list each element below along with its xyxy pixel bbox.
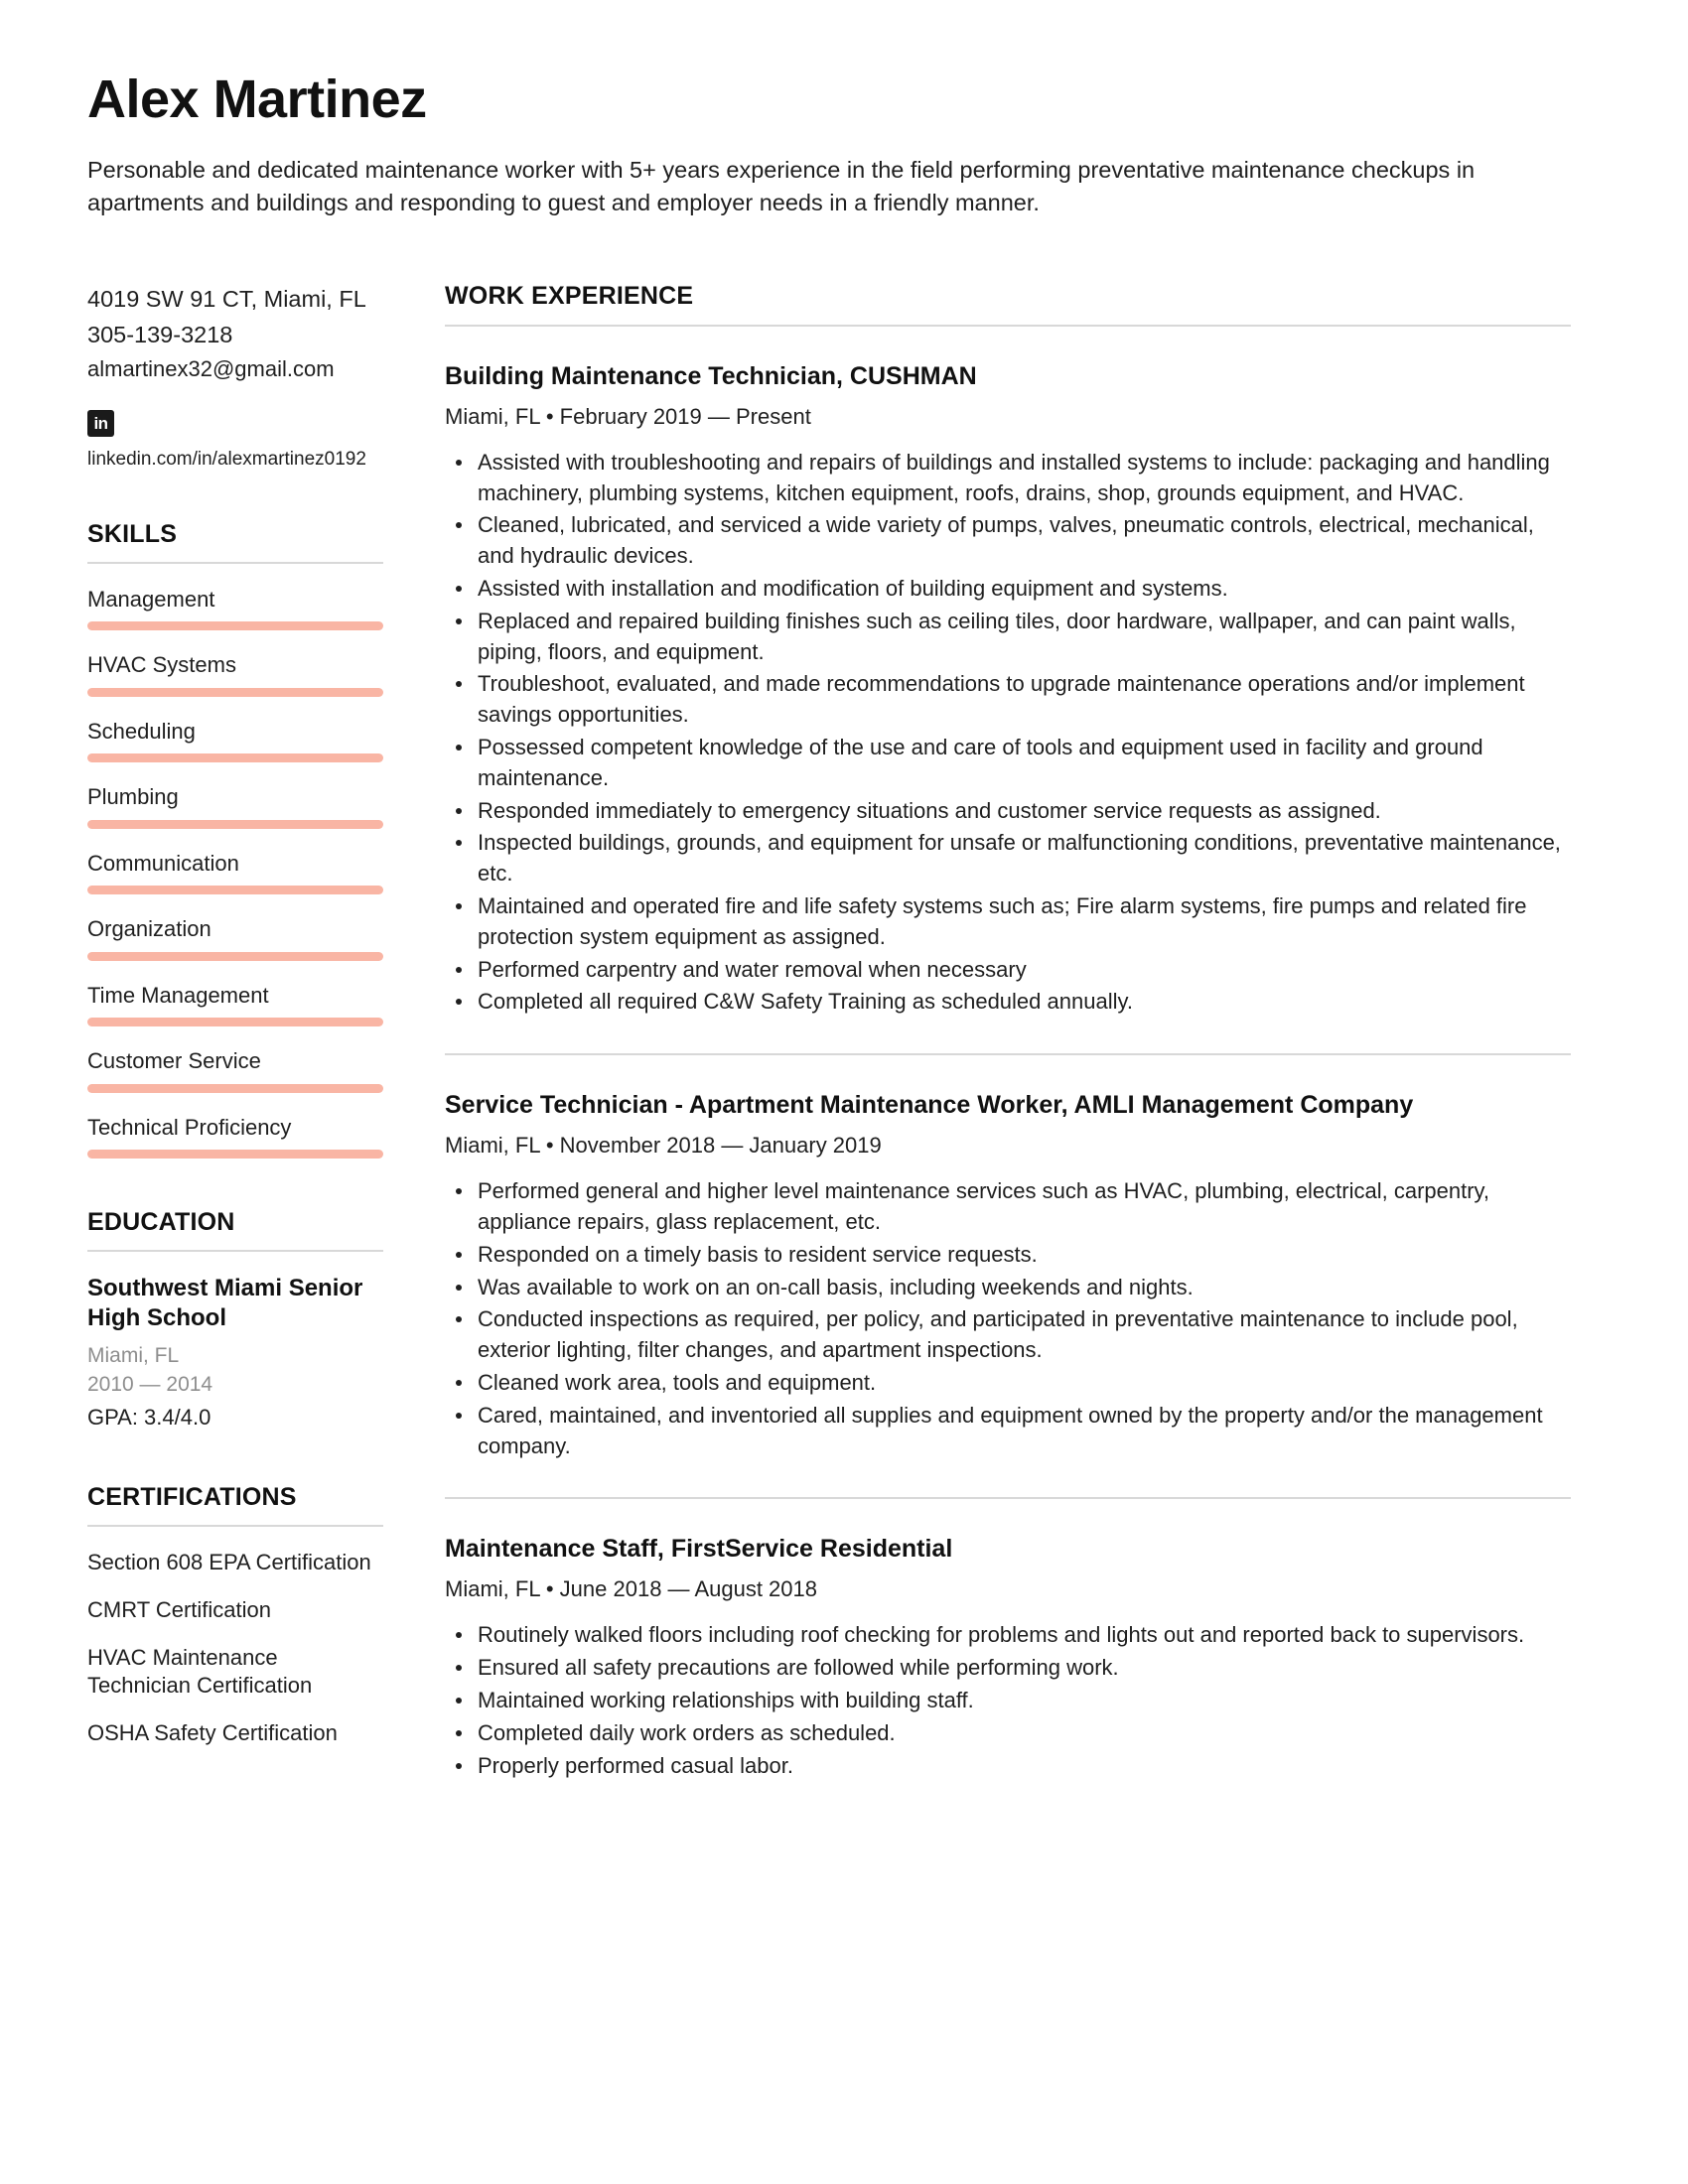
contact-phone[interactable]: 305-139-3218	[87, 321, 233, 347]
skill-level-bar	[87, 621, 383, 630]
job-bullet: Routinely walked floors including roof checking for problems and lights out and reported back to supervisors.	[445, 1620, 1571, 1651]
skill-item	[87, 850, 383, 895]
certifications-divider	[87, 1525, 383, 1527]
job-divider	[445, 1497, 1571, 1499]
education-section	[87, 1208, 383, 1433]
education-entry	[87, 1274, 383, 1433]
job-entry	[445, 360, 1571, 1018]
job-meta: Miami, FL • February 2019 — Present	[445, 403, 811, 429]
job-bullet: Replaced and repaired building finishes such as ceiling tiles, door hardware, wallpaper, and can paint walls, piping, floors, and equipment.	[445, 607, 1571, 668]
job-bullet: Inspected buildings, grounds, and equipment for unsafe or malfunctioning conditions, preventative maintenance, etc.	[445, 828, 1571, 889]
job-bullet-list	[445, 1176, 1571, 1461]
certifications-section	[87, 1483, 383, 1748]
skill-label: Communication	[87, 850, 239, 876]
certifications-list	[87, 1549, 383, 1748]
skill-level-bar	[87, 886, 383, 894]
skill-level-bar	[87, 952, 383, 961]
job-bullet: Conducted inspections as required, per policy, and participated in preventative maintenance to include pool, exterior lighting, filter changes, and apartment inspections.	[445, 1304, 1571, 1366]
education-school: Southwest Miami Senior High School	[87, 1275, 363, 1332]
education-heading: EDUCATION	[87, 1208, 235, 1237]
skill-level-bar	[87, 1084, 383, 1093]
job-bullet: Cleaned work area, tools and equipment.	[445, 1368, 1571, 1399]
linkedin-url[interactable]: linkedin.com/in/alexmartinez0192	[87, 448, 366, 470]
job-bullet: Cared, maintained, and inventoried all supplies and equipment owned by the property and/or the management company.	[445, 1401, 1571, 1462]
contact-block	[87, 282, 383, 471]
job-bullet-list	[445, 448, 1571, 1018]
skill-item	[87, 1047, 383, 1093]
skill-level-bar	[87, 753, 383, 762]
certifications-heading: CERTIFICATIONS	[87, 1482, 297, 1511]
job-bullet-list	[445, 1620, 1571, 1781]
work-experience-divider	[445, 325, 1571, 327]
work-experience-heading: WORK EXPERIENCE	[445, 281, 694, 310]
job-bullet: Maintained and operated fire and life safety systems such as; Fire alarm systems, fire pumps and related fire protection system equipment as assigned.	[445, 891, 1571, 953]
job-bullet: Assisted with installation and modification of building equipment and systems.	[445, 574, 1571, 605]
job-bullet: Completed daily work orders as scheduled.	[445, 1718, 1571, 1749]
certification-item: OSHA Safety Certification	[87, 1720, 338, 1746]
job-bullet: Assisted with troubleshooting and repairs of buildings and installed systems to include: packaging and handling machinery, plumbing systems, kitchen equipment, roofs, drains, shop, grounds equipment, and HVAC.	[445, 448, 1571, 509]
education-dates: 2010 — 2014	[87, 1373, 213, 1397]
education-location: Miami, FL	[87, 1344, 180, 1368]
job-bullet: Cleaned, lubricated, and serviced a wide variety of pumps, valves, pneumatic controls, electrical, mechanical, and hydraulic devices.	[445, 510, 1571, 572]
skill-item	[87, 783, 383, 829]
linkedin-block	[87, 410, 383, 471]
job-bullet: Ensured all safety precautions are followed while performing work.	[445, 1653, 1571, 1684]
skill-label: Customer Service	[87, 1048, 261, 1074]
skill-label: Organization	[87, 916, 211, 942]
skill-item	[87, 1114, 383, 1160]
job-bullet: Was available to work on an on-call basis, including weekends and nights.	[445, 1273, 1571, 1303]
job-meta: Miami, FL • November 2018 — January 2019	[445, 1133, 882, 1159]
job-bullet: Performed general and higher level maintenance services such as HVAC, plumbing, electrical, carpentry, appliance repairs, glass replacement, etc.	[445, 1176, 1571, 1238]
job-title: Building Maintenance Technician, CUSHMAN	[445, 361, 977, 390]
job-bullet: Troubleshoot, evaluated, and made recommendations to upgrade maintenance operations and/or implement savings opportunities.	[445, 669, 1571, 731]
skill-label: Scheduling	[87, 718, 196, 744]
linkedin-icon: in	[87, 410, 114, 437]
contact-address: 4019 SW 91 CT, Miami, FL	[87, 285, 366, 312]
skill-label: HVAC Systems	[87, 652, 236, 678]
skills-divider	[87, 562, 383, 564]
job-title: Maintenance Staff, FirstService Residential	[445, 1535, 953, 1564]
job-entry	[445, 1089, 1571, 1461]
job-bullet: Responded immediately to emergency situations and customer service requests as assigned.	[445, 796, 1571, 827]
job-bullet: Maintained working relationships with building staff.	[445, 1686, 1571, 1716]
professional-summary: Personable and dedicated maintenance worker with 5+ years experience in the field performing preventative maintenance checkups in apartments and buildings and responding to guest and employer needs in a friendly manner.	[87, 156, 1476, 216]
job-bullet: Responded on a timely basis to resident service requests.	[445, 1240, 1571, 1271]
skill-item	[87, 982, 383, 1027]
job-bullet: Properly performed casual labor.	[445, 1751, 1571, 1782]
job-title: Service Technician - Apartment Maintenance Worker, AMLI Management Company	[445, 1091, 1414, 1120]
skill-label: Technical Proficiency	[87, 1114, 292, 1140]
certification-item: CMRT Certification	[87, 1596, 272, 1622]
education-divider	[87, 1250, 383, 1252]
skills-section	[87, 520, 383, 1160]
job-entry	[445, 1533, 1571, 1781]
skill-label: Plumbing	[87, 784, 179, 810]
job-bullet: Performed carpentry and water removal when necessary	[445, 955, 1571, 986]
skill-level-bar	[87, 1150, 383, 1159]
skills-list	[87, 586, 383, 1160]
certification-item: Section 608 EPA Certification	[87, 1549, 371, 1574]
contact-email[interactable]: almartinex32@gmail.com	[87, 356, 335, 382]
skill-label: Management	[87, 586, 215, 612]
jobs-list	[445, 360, 1571, 1782]
certification-item: HVAC Maintenance Technician Certification	[87, 1644, 313, 1699]
skill-item	[87, 651, 383, 697]
job-bullet: Possessed competent knowledge of the use and care of tools and equipment used in facility and ground maintenance.	[445, 733, 1571, 794]
skill-label: Time Management	[87, 982, 269, 1008]
skill-level-bar	[87, 688, 383, 697]
resume-body	[87, 282, 1571, 1784]
skills-heading: SKILLS	[87, 519, 178, 548]
job-bullet: Completed all required C&W Safety Training as scheduled annually.	[445, 987, 1571, 1018]
skill-item	[87, 718, 383, 763]
skill-level-bar	[87, 820, 383, 829]
sidebar	[87, 282, 435, 1767]
main-content	[435, 282, 1571, 1784]
job-divider	[445, 1053, 1571, 1055]
skill-item	[87, 586, 383, 631]
resume-header	[87, 71, 1571, 220]
page-title: Alex Martinez	[87, 69, 427, 129]
education-gpa: GPA: 3.4/4.0	[87, 1405, 211, 1431]
skill-level-bar	[87, 1018, 383, 1026]
skill-item	[87, 915, 383, 961]
job-meta: Miami, FL • June 2018 — August 2018	[445, 1576, 817, 1602]
